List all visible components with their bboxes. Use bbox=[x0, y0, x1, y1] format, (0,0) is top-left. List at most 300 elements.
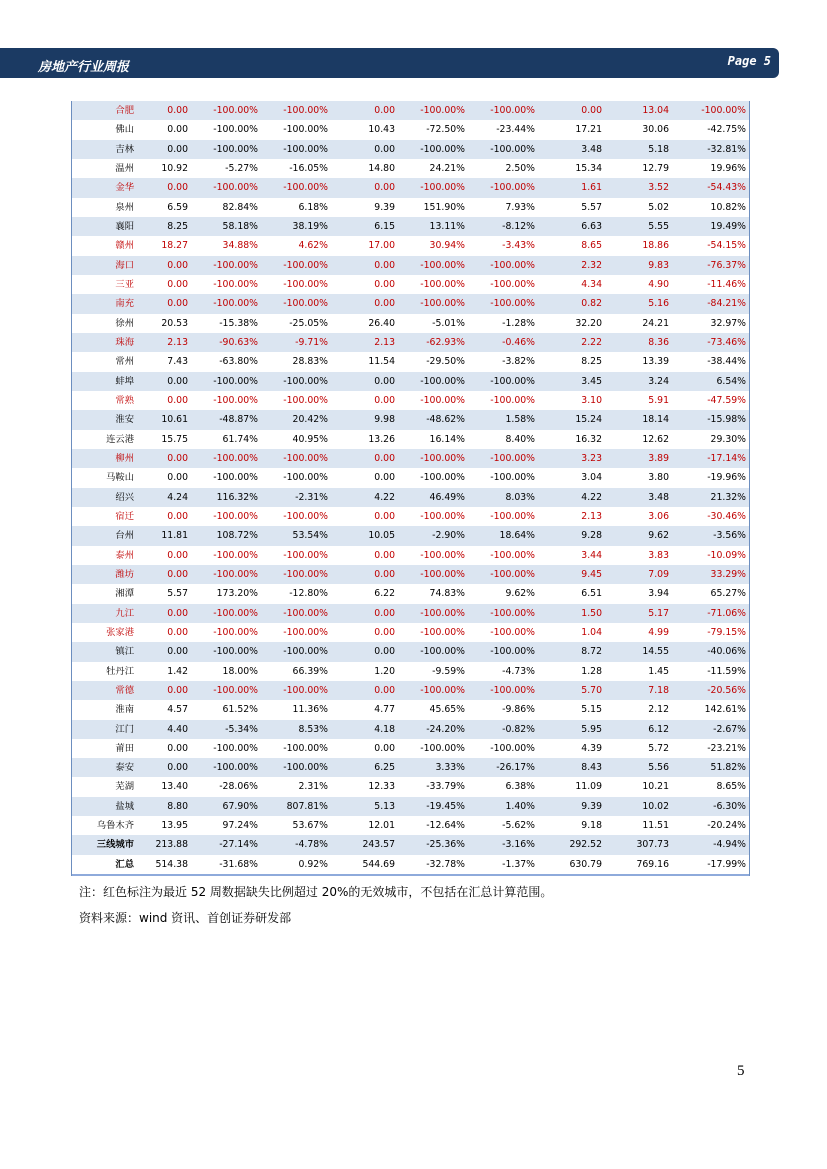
value-cell: 10.02 bbox=[605, 797, 672, 816]
value-cell: 1.58% bbox=[468, 410, 538, 429]
value-cell: -11.46% bbox=[707, 278, 746, 290]
value-cell: 15.75 bbox=[161, 433, 188, 445]
table-row bbox=[72, 468, 749, 487]
value-cell: -100.00% bbox=[261, 101, 331, 120]
value-cell: 10.82% bbox=[710, 201, 746, 213]
value-cell: 0.00 bbox=[139, 681, 191, 700]
value-cell: 28.83% bbox=[292, 356, 328, 368]
table-row bbox=[72, 777, 749, 796]
value-cell: 7.43 bbox=[167, 356, 188, 368]
value-cell: 0.00 bbox=[167, 549, 188, 561]
value-cell: 3.83 bbox=[648, 549, 669, 561]
value-cell: -1.28% bbox=[502, 317, 535, 329]
value-cell: 4.34 bbox=[581, 278, 602, 290]
value-cell: 19.96% bbox=[710, 162, 746, 174]
city-cell: 芜湖 bbox=[115, 781, 134, 793]
table-row bbox=[72, 294, 749, 313]
value-cell: -12.64% bbox=[426, 820, 465, 832]
value-cell: 4.39 bbox=[581, 742, 602, 754]
value-cell: 11.81 bbox=[139, 526, 191, 545]
city-cell: 海口 bbox=[72, 256, 139, 275]
value-cell: -15.98% bbox=[672, 410, 749, 429]
value-cell: 38.19% bbox=[261, 217, 331, 236]
table-row bbox=[72, 623, 749, 642]
table-row bbox=[72, 372, 749, 391]
value-cell: -100.00% bbox=[213, 472, 258, 484]
value-cell: 18.64% bbox=[468, 526, 538, 545]
value-cell: 53.67% bbox=[292, 820, 328, 832]
value-cell: 12.62 bbox=[642, 433, 669, 445]
city-cell: 张家港 bbox=[106, 626, 134, 638]
value-cell: 7.93% bbox=[505, 201, 535, 213]
value-cell: -79.15% bbox=[707, 626, 746, 638]
value-cell: 9.45 bbox=[538, 565, 605, 584]
value-cell: -100.00% bbox=[191, 449, 261, 468]
value-cell: 2.50% bbox=[505, 162, 535, 174]
value-cell: -100.00% bbox=[398, 294, 468, 313]
value-cell: -100.00% bbox=[261, 758, 331, 777]
value-cell: -100.00% bbox=[283, 549, 328, 561]
table-row bbox=[72, 352, 749, 371]
value-cell: 3.48 bbox=[605, 488, 672, 507]
table-row bbox=[72, 584, 749, 603]
city-cell: 湘潭 bbox=[115, 588, 134, 600]
value-cell: -12.80% bbox=[289, 588, 328, 600]
value-cell: 0.00 bbox=[139, 294, 191, 313]
value-cell: -100.00% bbox=[283, 626, 328, 638]
value-cell: -72.50% bbox=[426, 124, 465, 136]
table-row bbox=[72, 198, 749, 217]
value-cell: 11.09 bbox=[575, 781, 602, 793]
value-cell: 5.13 bbox=[331, 797, 398, 816]
data-source: 资料来源：wind 资讯、首创证券研发部 bbox=[79, 911, 292, 925]
value-cell: -100.00% bbox=[213, 278, 258, 290]
value-cell: 2.32 bbox=[538, 256, 605, 275]
table-row bbox=[72, 758, 749, 777]
value-cell: 11.36% bbox=[292, 704, 328, 716]
value-cell: 0.00 bbox=[331, 178, 398, 197]
value-cell: -27.14% bbox=[191, 835, 261, 854]
data-table-frame bbox=[71, 101, 750, 876]
city-cell: 徐州 bbox=[115, 317, 134, 329]
value-cell: 0.00 bbox=[374, 394, 395, 406]
value-cell: 16.32 bbox=[575, 433, 602, 445]
value-cell: 18.14 bbox=[605, 410, 672, 429]
city-cell: 金华 bbox=[72, 178, 139, 197]
value-cell: 4.40 bbox=[139, 720, 191, 739]
value-cell: -100.00% bbox=[420, 472, 465, 484]
value-cell: -100.00% bbox=[490, 549, 535, 561]
value-cell: 0.00 bbox=[331, 681, 398, 700]
value-cell: -63.80% bbox=[219, 356, 258, 368]
value-cell: -100.00% bbox=[261, 178, 331, 197]
value-cell: 18.00% bbox=[222, 665, 258, 677]
value-cell: -90.63% bbox=[191, 333, 261, 352]
value-cell: -100.00% bbox=[213, 549, 258, 561]
value-cell: 0.00 bbox=[139, 565, 191, 584]
value-cell: -100.00% bbox=[468, 449, 538, 468]
value-cell: 21.32% bbox=[672, 488, 749, 507]
value-cell: 3.52 bbox=[605, 178, 672, 197]
value-cell: 2.13 bbox=[139, 333, 191, 352]
value-cell: 0.00 bbox=[139, 642, 191, 661]
value-cell: 0.00 bbox=[331, 642, 398, 661]
city-cell: 柳州 bbox=[72, 449, 139, 468]
city-cell: 江门 bbox=[72, 720, 139, 739]
value-cell: 3.24 bbox=[605, 372, 672, 391]
value-cell: -100.00% bbox=[420, 742, 465, 754]
table-row bbox=[72, 546, 749, 565]
value-cell: 74.83% bbox=[429, 588, 465, 600]
city-cell: 盐城 bbox=[72, 797, 139, 816]
value-cell: -100.00% bbox=[468, 372, 538, 391]
value-cell: 3.45 bbox=[538, 372, 605, 391]
value-cell: 5.02 bbox=[648, 201, 669, 213]
value-cell: 4.22 bbox=[331, 488, 398, 507]
value-cell: 5.55 bbox=[605, 217, 672, 236]
value-cell: 0.00 bbox=[167, 278, 188, 290]
city-cell: 三线城市 bbox=[72, 835, 139, 854]
value-cell: -19.96% bbox=[707, 472, 746, 484]
value-cell: 18.27 bbox=[161, 240, 188, 252]
value-cell: -100.00% bbox=[261, 294, 331, 313]
value-cell: 0.82 bbox=[538, 294, 605, 313]
value-cell: -100.00% bbox=[490, 626, 535, 638]
value-cell: -3.56% bbox=[672, 526, 749, 545]
city-cell: 台州 bbox=[72, 526, 139, 545]
value-cell: -100.00% bbox=[213, 394, 258, 406]
value-cell: 0.00 bbox=[139, 101, 191, 120]
value-cell: -100.00% bbox=[283, 742, 328, 754]
city-cell: 莆田 bbox=[115, 742, 134, 754]
value-cell: 7.18 bbox=[605, 681, 672, 700]
value-cell: 0.00 bbox=[374, 278, 395, 290]
value-cell: 4.24 bbox=[139, 488, 191, 507]
value-cell: 5.15 bbox=[581, 704, 602, 716]
value-cell: 10.21 bbox=[642, 781, 669, 793]
value-cell: 0.00 bbox=[139, 140, 191, 159]
value-cell: -38.44% bbox=[707, 356, 746, 368]
value-cell: 1.42 bbox=[167, 665, 188, 677]
value-cell: 307.73 bbox=[605, 835, 672, 854]
table-row bbox=[72, 681, 749, 700]
city-cell: 珠海 bbox=[72, 333, 139, 352]
value-cell: 29.30% bbox=[710, 433, 746, 445]
value-cell: -100.00% bbox=[468, 140, 538, 159]
table-row bbox=[72, 410, 749, 429]
value-cell: 16.14% bbox=[429, 433, 465, 445]
value-cell: 0.00 bbox=[374, 549, 395, 561]
value-cell: -100.00% bbox=[398, 372, 468, 391]
value-cell: 1.40% bbox=[468, 797, 538, 816]
value-cell: 1.04 bbox=[581, 626, 602, 638]
value-cell: -100.00% bbox=[468, 294, 538, 313]
value-cell: -100.00% bbox=[490, 278, 535, 290]
value-cell: 82.84% bbox=[222, 201, 258, 213]
value-cell: -54.15% bbox=[707, 240, 746, 252]
city-cell: 南充 bbox=[72, 294, 139, 313]
value-cell: 0.00 bbox=[167, 394, 188, 406]
value-cell: 2.13 bbox=[581, 510, 602, 522]
value-cell: -100.00% bbox=[191, 140, 261, 159]
value-cell: -25.05% bbox=[289, 317, 328, 329]
city-cell: 温州 bbox=[115, 162, 134, 174]
value-cell: 9.39 bbox=[538, 797, 605, 816]
value-cell: -100.00% bbox=[261, 256, 331, 275]
value-cell: -100.00% bbox=[213, 124, 258, 136]
value-cell: 9.98 bbox=[331, 410, 398, 429]
value-cell: 32.97% bbox=[710, 317, 746, 329]
table-row bbox=[72, 700, 749, 719]
value-cell: 173.20% bbox=[216, 588, 258, 600]
value-cell: -23.44% bbox=[496, 124, 535, 136]
value-cell: -11.59% bbox=[707, 665, 746, 677]
value-cell: 9.83 bbox=[605, 256, 672, 275]
value-cell: -48.87% bbox=[191, 410, 261, 429]
value-cell: 6.54% bbox=[672, 372, 749, 391]
value-cell: -100.00% bbox=[191, 681, 261, 700]
value-cell: -5.62% bbox=[502, 820, 535, 832]
value-cell: 0.00 bbox=[331, 101, 398, 120]
value-cell: -6.30% bbox=[672, 797, 749, 816]
value-cell: -100.00% bbox=[490, 472, 535, 484]
value-cell: 4.99 bbox=[648, 626, 669, 638]
value-cell: -100.00% bbox=[468, 101, 538, 120]
value-cell: 0.00 bbox=[374, 742, 395, 754]
value-cell: 20.42% bbox=[261, 410, 331, 429]
value-cell: 61.52% bbox=[222, 704, 258, 716]
value-cell: -20.24% bbox=[707, 820, 746, 832]
value-cell: 213.88 bbox=[139, 835, 191, 854]
table-body bbox=[72, 101, 749, 875]
value-cell: 11.51 bbox=[642, 820, 669, 832]
value-cell: -100.00% bbox=[261, 604, 331, 623]
value-cell: -100.00% bbox=[191, 294, 261, 313]
value-cell: 514.38 bbox=[139, 855, 191, 875]
value-cell: -47.59% bbox=[707, 394, 746, 406]
value-cell: -2.90% bbox=[398, 526, 468, 545]
report-title: 房地产行业周报 bbox=[38, 60, 130, 75]
value-cell: -40.06% bbox=[672, 642, 749, 661]
table-row bbox=[72, 256, 749, 275]
value-cell: -100.00% bbox=[672, 101, 749, 120]
value-cell: -100.00% bbox=[398, 642, 468, 661]
value-cell: -33.79% bbox=[426, 781, 465, 793]
value-cell: 24.21% bbox=[429, 162, 465, 174]
value-cell: 6.59 bbox=[167, 201, 188, 213]
value-cell: 8.43 bbox=[538, 758, 605, 777]
value-cell: 5.56 bbox=[605, 758, 672, 777]
table-row bbox=[72, 720, 749, 739]
value-cell: 33.29% bbox=[672, 565, 749, 584]
city-cell: 潍坊 bbox=[72, 565, 139, 584]
city-cell: 乌鲁木齐 bbox=[96, 820, 134, 832]
value-cell: 2.13 bbox=[331, 333, 398, 352]
value-cell: 10.92 bbox=[161, 162, 188, 174]
value-cell: 1.20 bbox=[374, 665, 395, 677]
value-cell: 3.23 bbox=[538, 449, 605, 468]
city-cell: 常德 bbox=[72, 681, 139, 700]
value-cell: 30.94% bbox=[429, 240, 465, 252]
value-cell: -29.50% bbox=[426, 356, 465, 368]
city-cell: 合肥 bbox=[72, 101, 139, 120]
value-cell: 0.00 bbox=[139, 758, 191, 777]
value-cell: -100.00% bbox=[420, 626, 465, 638]
city-cell: 淮南 bbox=[115, 704, 134, 716]
value-cell: 67.90% bbox=[191, 797, 261, 816]
value-cell: 17.00 bbox=[368, 240, 395, 252]
value-cell: -4.73% bbox=[502, 665, 535, 677]
value-cell: 3.80 bbox=[648, 472, 669, 484]
value-cell: -100.00% bbox=[283, 472, 328, 484]
value-cell: 0.00 bbox=[331, 565, 398, 584]
value-cell: 3.04 bbox=[581, 472, 602, 484]
value-cell: -16.05% bbox=[289, 162, 328, 174]
value-cell: -100.00% bbox=[213, 626, 258, 638]
value-cell: -25.36% bbox=[398, 835, 468, 854]
value-cell: 18.86 bbox=[642, 240, 669, 252]
value-cell: 1.28 bbox=[581, 665, 602, 677]
value-cell: 65.27% bbox=[710, 588, 746, 600]
value-cell: -8.12% bbox=[468, 217, 538, 236]
value-cell: -9.59% bbox=[432, 665, 465, 677]
value-cell: 3.44 bbox=[581, 549, 602, 561]
table-row bbox=[72, 797, 749, 816]
value-cell: -1.37% bbox=[468, 855, 538, 875]
value-cell: -17.14% bbox=[672, 449, 749, 468]
value-cell: 6.22 bbox=[374, 588, 395, 600]
value-cell: 116.32% bbox=[191, 488, 261, 507]
table-row bbox=[72, 662, 749, 681]
value-cell: 5.57 bbox=[581, 201, 602, 213]
value-cell: 8.72 bbox=[538, 642, 605, 661]
value-cell: 5.72 bbox=[648, 742, 669, 754]
value-cell: 46.49% bbox=[398, 488, 468, 507]
value-cell: 61.74% bbox=[222, 433, 258, 445]
value-cell: -100.00% bbox=[191, 101, 261, 120]
value-cell: 0.00 bbox=[331, 449, 398, 468]
value-cell: -0.82% bbox=[468, 720, 538, 739]
page-label: Page 5 bbox=[727, 54, 771, 68]
value-cell: -100.00% bbox=[191, 758, 261, 777]
value-cell: 142.61% bbox=[704, 704, 746, 716]
value-cell: 26.40 bbox=[368, 317, 395, 329]
value-cell: 5.17 bbox=[605, 604, 672, 623]
table-row bbox=[72, 565, 749, 584]
value-cell: -100.00% bbox=[261, 140, 331, 159]
value-cell: 10.43 bbox=[368, 124, 395, 136]
city-cell: 九江 bbox=[72, 604, 139, 623]
value-cell: 6.12 bbox=[605, 720, 672, 739]
table-row bbox=[72, 333, 749, 352]
table-row bbox=[72, 236, 749, 255]
table-row bbox=[72, 855, 749, 875]
value-cell: 4.57 bbox=[167, 704, 188, 716]
value-cell: -100.00% bbox=[191, 178, 261, 197]
table-row bbox=[72, 835, 749, 854]
value-cell: 544.69 bbox=[331, 855, 398, 875]
value-cell: 40.95% bbox=[292, 433, 328, 445]
value-cell: 32.20 bbox=[575, 317, 602, 329]
value-cell: 8.40% bbox=[505, 433, 535, 445]
table-row bbox=[72, 816, 749, 835]
value-cell: -28.06% bbox=[219, 781, 258, 793]
value-cell: 13.95 bbox=[161, 820, 188, 832]
value-cell: 4.90 bbox=[648, 278, 669, 290]
value-cell: 8.80 bbox=[139, 797, 191, 816]
value-cell: 4.77 bbox=[374, 704, 395, 716]
value-cell: 9.62 bbox=[605, 526, 672, 545]
value-cell: 0.00 bbox=[167, 626, 188, 638]
value-cell: 3.10 bbox=[581, 394, 602, 406]
value-cell: 13.40 bbox=[161, 781, 188, 793]
value-cell: 0.00 bbox=[374, 472, 395, 484]
value-cell: 5.70 bbox=[538, 681, 605, 700]
value-cell: -4.78% bbox=[261, 835, 331, 854]
city-cell: 马鞍山 bbox=[106, 472, 134, 484]
city-cell: 宿迁 bbox=[115, 510, 134, 522]
value-cell: 10.61 bbox=[139, 410, 191, 429]
value-cell: -76.37% bbox=[672, 256, 749, 275]
value-cell: 8.36 bbox=[605, 333, 672, 352]
value-cell: 0.00 bbox=[167, 472, 188, 484]
value-cell: -15.38% bbox=[219, 317, 258, 329]
value-cell: -26.17% bbox=[468, 758, 538, 777]
value-cell: 3.06 bbox=[648, 510, 669, 522]
value-cell: 9.18 bbox=[581, 820, 602, 832]
value-cell: 0.00 bbox=[167, 124, 188, 136]
value-cell: 4.22 bbox=[538, 488, 605, 507]
value-cell: -48.62% bbox=[398, 410, 468, 429]
value-cell: 8.25 bbox=[581, 356, 602, 368]
value-cell: 5.57 bbox=[167, 588, 188, 600]
value-cell: -100.00% bbox=[261, 565, 331, 584]
city-cell: 泰州 bbox=[115, 549, 134, 561]
city-cell: 绍兴 bbox=[72, 488, 139, 507]
city-cell: 三亚 bbox=[115, 278, 134, 290]
value-cell: -5.27% bbox=[225, 162, 258, 174]
table-row bbox=[72, 642, 749, 661]
value-cell: -9.71% bbox=[261, 333, 331, 352]
value-cell: 0.00 bbox=[331, 256, 398, 275]
value-cell: 13.39 bbox=[642, 356, 669, 368]
value-cell: -20.56% bbox=[672, 681, 749, 700]
value-cell: -100.00% bbox=[283, 278, 328, 290]
value-cell: -84.21% bbox=[672, 294, 749, 313]
value-cell: 66.39% bbox=[292, 665, 328, 677]
value-cell: 17.21 bbox=[575, 124, 602, 136]
value-cell: -100.00% bbox=[468, 565, 538, 584]
value-cell: 14.80 bbox=[368, 162, 395, 174]
value-cell: 0.00 bbox=[139, 604, 191, 623]
value-cell: -73.46% bbox=[672, 333, 749, 352]
value-cell: -71.06% bbox=[672, 604, 749, 623]
value-cell: 0.00 bbox=[331, 140, 398, 159]
value-cell: -100.00% bbox=[398, 604, 468, 623]
value-cell: -100.00% bbox=[213, 742, 258, 754]
value-cell: 3.89 bbox=[605, 449, 672, 468]
value-cell: -100.00% bbox=[420, 394, 465, 406]
value-cell: 0.00 bbox=[331, 294, 398, 313]
value-cell: 0.00 bbox=[374, 510, 395, 522]
value-cell: 0.00 bbox=[139, 256, 191, 275]
table-row bbox=[72, 488, 749, 507]
value-cell: -100.00% bbox=[468, 178, 538, 197]
value-cell: -2.31% bbox=[261, 488, 331, 507]
value-cell: 20.53 bbox=[161, 317, 188, 329]
value-cell: 1.61 bbox=[538, 178, 605, 197]
value-cell: 12.01 bbox=[368, 820, 395, 832]
